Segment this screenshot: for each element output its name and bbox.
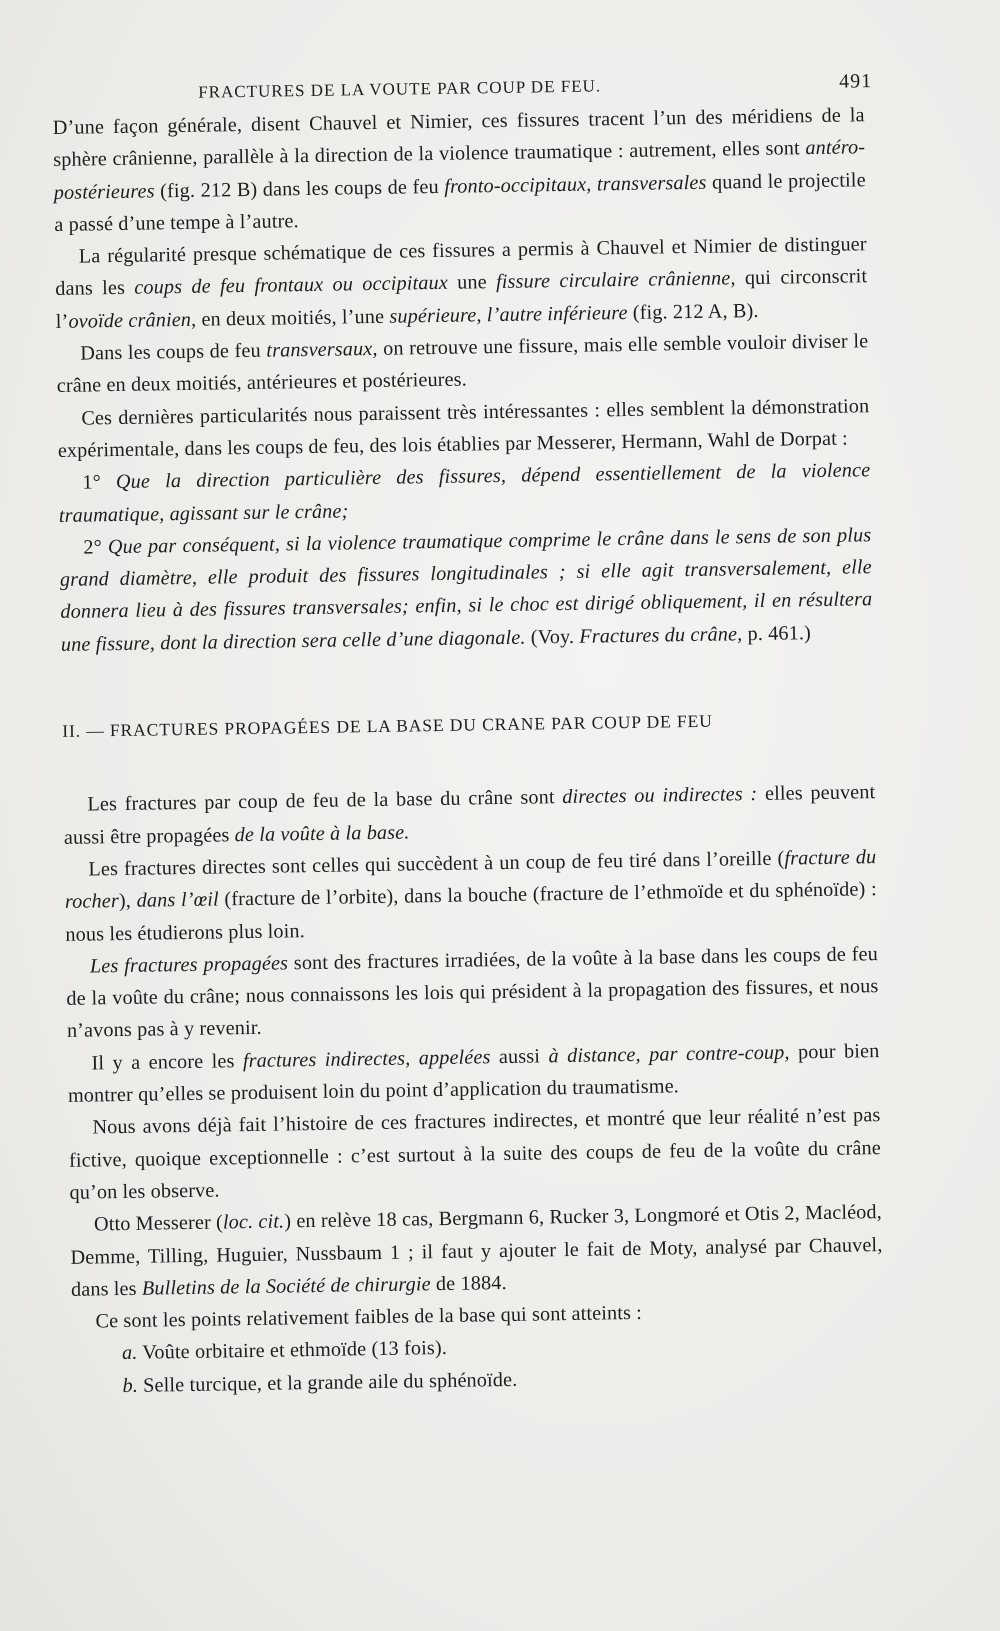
section-title: II. — FRACTURES PROPAGÉES DE LA BASE DU CRANE PAR COUP DE FEU [62, 710, 713, 741]
text-run: on retrouve une fissure, mais elle semble vouloir diviser le crâne en deux moitiés, antérieures et postérieures. [56, 330, 869, 398]
italic-run: supérieure, l’autre inférieure [389, 301, 628, 328]
text-run: quand le projectile a passé d’une tempe à l’autre. [54, 168, 866, 236]
text-run: Dans les coups de feu [80, 339, 267, 365]
text-run: p. 461.) [742, 621, 812, 645]
paragraph [64, 841, 877, 951]
text-run: ), [118, 890, 137, 913]
italic-run: ovoïde crânien, [68, 308, 197, 333]
paragraph [66, 938, 879, 1048]
italic-run: coups de feu frontaux ou occipitaux [134, 272, 449, 300]
text-run: 1° [82, 471, 117, 494]
italic-run: Les fractures propagées [89, 952, 289, 978]
italic-run: de la voûte à la base. [234, 821, 410, 846]
text-run: de 1884. [430, 1271, 507, 1295]
italic-run: directes ou indirectes : [562, 783, 758, 809]
italic-run: Bulletins de la Société de chirurgie [141, 1272, 431, 1300]
paragraph [53, 99, 867, 241]
text-run: Selle turcique, et la grande aile du sphénoïde. [137, 1368, 518, 1397]
text-run: Les fractures directes sont celles qui succèdent à un coup de feu tiré dans l’oreille ( [88, 847, 785, 881]
text-run: Ce sont les points relativement faibles de la base qui sont atteints : [95, 1301, 643, 1333]
text-run: (fig. 212 A, B). [627, 299, 759, 324]
text-run: ) en relève 18 cas, Bergmann 6, Rucker 3, Longmoré et Otis 2, Macléod, Demme, Tilling, Huguier, Nussbaum 1 ; il faut y ajouter le fait de Moty, analysé par Chauvel, dans les [70, 1201, 883, 1301]
italic-run: fronto-occipitaux, transversales [444, 171, 707, 198]
italic-run: fracture du rocher [64, 846, 877, 914]
text-run: (Voy. [525, 625, 580, 649]
text-run: Otto Messerer ( [93, 1211, 224, 1236]
text-run: (fig. 212 B) dans les coups de feu [154, 175, 445, 202]
italic-run: a. [121, 1342, 138, 1365]
italic-run: antéro-postérieures [53, 136, 866, 204]
running-title: FRACTURES DE LA VOUTE PAR COUP DE FEU. [198, 76, 602, 102]
text-run: Voûte orbitaire et ethmoïde (13 fois). [137, 1337, 448, 1365]
paragraph [68, 1099, 881, 1209]
text-run: La régularité presque schématique de ces fissures a permis à Chauvel et Nimier de distinguer dans les [55, 233, 867, 301]
italic-run: loc. cit. [222, 1210, 285, 1234]
italic-run: Que la direction particulière des fissures, dépend essentiellement de la violence traumatique, agissant sur le crâne; [58, 459, 871, 527]
text-run: (fracture de l’orbite), dans la bouche (fracture de l’ethmoïde et du sphénoïde) : nous les étudierons plus loin. [65, 878, 878, 946]
text-run: aussi [490, 1045, 549, 1068]
text-block [52, 65, 885, 1403]
text-run: en deux moitiés, l’une [196, 305, 390, 331]
italic-run: fractures indirectes, appelées [242, 1045, 491, 1072]
text-run: elles peuvent aussi être propagées [63, 781, 876, 849]
text-run: D’une façon générale, disent Chauvel et Nimier, ces fissures tracent l’un des méridiens de la sphère crânienne, parallèle à la direction de la violence traumatique : autrement, elles sont [52, 104, 865, 172]
text-run: sont des fractures irradiées, de la voûte à la base dans les coups de feu de la voûte du crâne; nous connaissons les lois qui président à la propagation des fissures, et nous n’avons pas à y revenir. [66, 942, 879, 1043]
italic-run: transversaux, [266, 337, 378, 362]
text-run: pour bien montrer qu’elles se produisent loin du point d’application du traumatisme. [67, 1039, 880, 1107]
paragraph [59, 519, 873, 661]
italic-run: dans l’œil [136, 888, 219, 913]
text-run: 2° [83, 536, 109, 559]
paragraph [70, 1196, 883, 1306]
italic-run: b. [122, 1374, 139, 1397]
text-run: Ces dernières particularités nous paraissent très intéressantes : elles semblent la démonstration expérimentale, dans les coups de feu, des lois établies par Messerer, Hermann, Wahl de Dorpat : [57, 394, 870, 462]
paragraph [55, 228, 868, 338]
text-run: Nous avons déjà fait l’histoire de ces fractures indirectes, et montré que leur réalité n’est pas fictive, quoique exceptionnelle : c’est surtout à la suite des coups de feu de la voûte du crâne qu’on les observe. [68, 1104, 882, 1204]
text-run: Il y a encore les [91, 1049, 244, 1075]
italic-run: à distance, par contre-coup, [548, 1041, 790, 1068]
text-run: une [447, 271, 497, 295]
page-number: 491 [838, 70, 873, 93]
text-run: qui circonscrit l’ [55, 265, 868, 333]
italic-run: fissure circulaire crânienne, [495, 267, 736, 294]
italic-run: Que par conséquent, si la violence traumatique comprime le crâne dans le sens de son plus grand diamètre, elle produit des fissures longitudinales ; si elle agit transversalement, elle donnera lieu à des fissures transversales; enfin, si le choc est dirigé obliquement, il en résultera une fissure, dont la direction sera celle d’une diagonale. [59, 524, 873, 656]
text-run: Les fractures par coup de feu de la base du crâne sont [87, 786, 563, 816]
italic-run: Fractures du crâne, [579, 622, 743, 648]
